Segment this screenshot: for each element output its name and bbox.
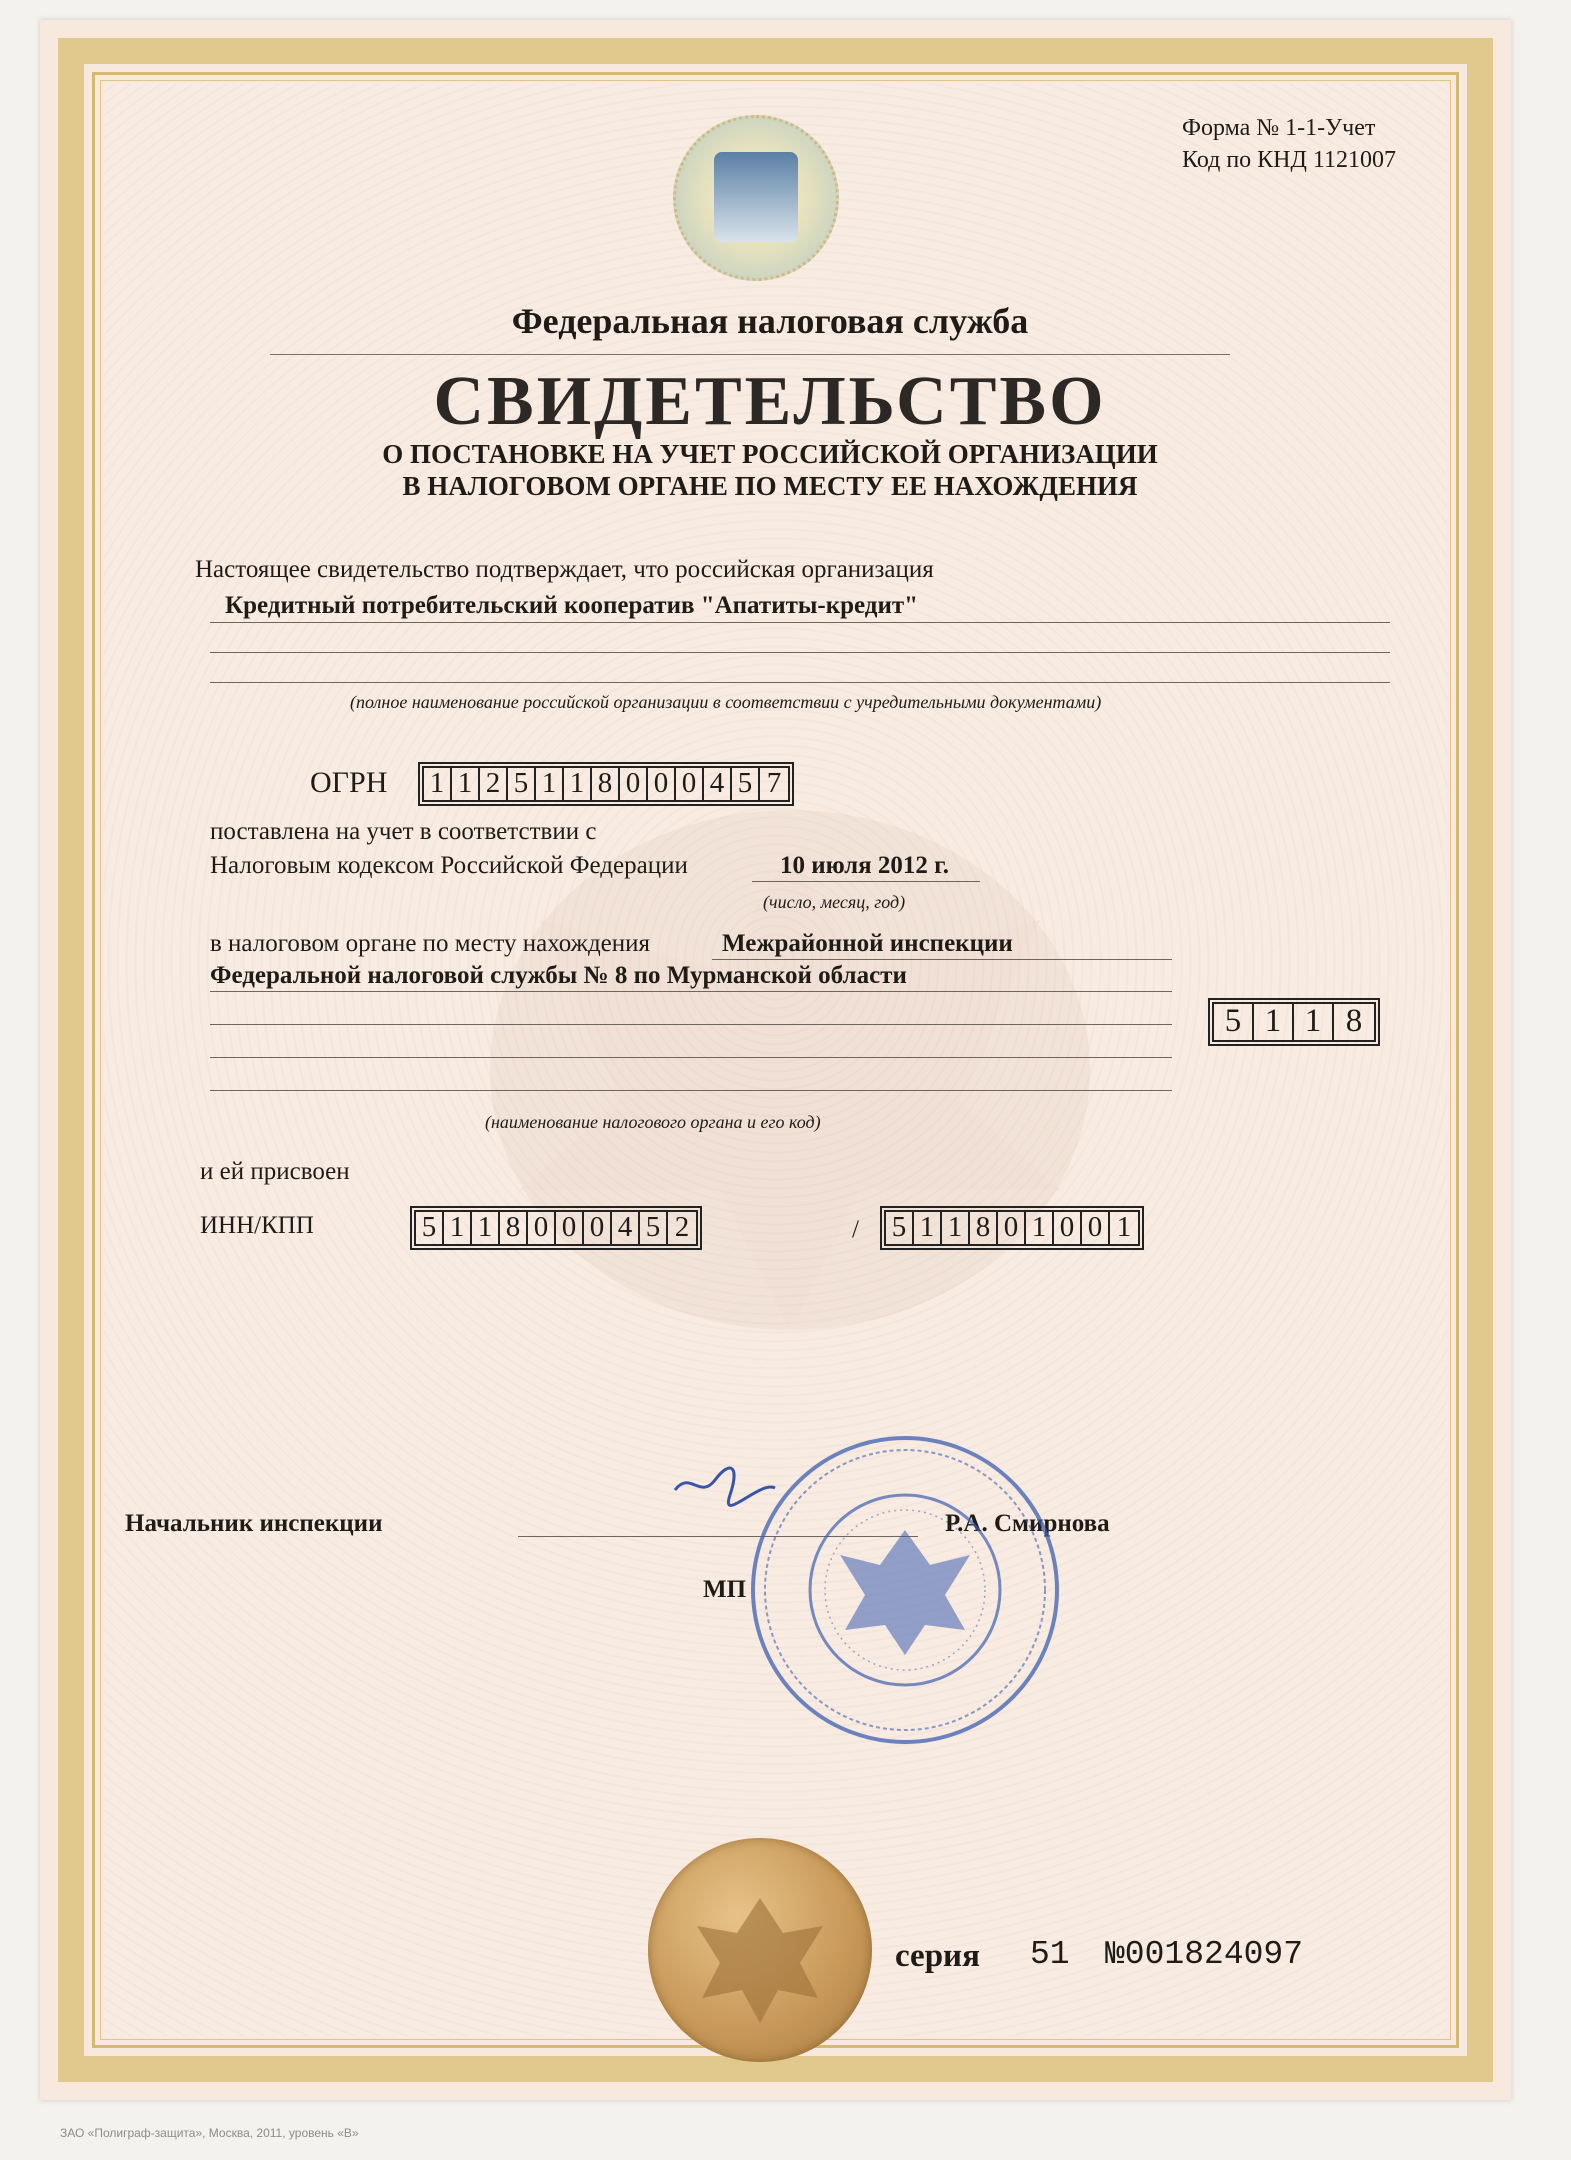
digit-box: 1 <box>564 768 592 800</box>
coat-of-arms-icon <box>714 152 798 242</box>
digit-box: 5 <box>1214 1004 1254 1040</box>
gold-seal-icon <box>648 1838 872 2062</box>
digit-box: 5 <box>416 1212 444 1244</box>
digit-box: 8 <box>1345 1003 1363 1039</box>
stamp-place-label: МП <box>703 1576 747 1603</box>
issuer-name: Федеральная налоговая служба <box>511 301 1029 341</box>
fill-line <box>210 682 1390 683</box>
registered-text-1: поставлена на учет в соответствии с <box>210 818 597 845</box>
assigned-text: и ей присвоен <box>200 1158 350 1185</box>
series-number: 51 <box>1030 1936 1070 1973</box>
ogrn-field <box>418 762 794 806</box>
inn-kpp-label: ИНН/КПП <box>200 1212 314 1239</box>
signatory-position: Начальник инспекции <box>125 1510 383 1537</box>
digit-box: 0 <box>1082 1212 1110 1244</box>
digit-box: 5 <box>508 768 536 800</box>
fill-line <box>210 652 1390 653</box>
digit-box: 4 <box>704 768 732 800</box>
authority-code-field <box>1208 998 1380 1046</box>
kpp-digit-boxes <box>884 1210 1140 1246</box>
intro-text: Настоящее свидетельство подтверждает, что российская организация <box>195 556 934 583</box>
document-title: СВИДЕТЕЛЬСТВО <box>433 363 1107 440</box>
digit-box: 0 <box>648 768 676 800</box>
authority-note: (наименование налогового органа и его код) <box>485 1112 821 1132</box>
digit-box: 1 <box>536 768 564 800</box>
digit-box: 7 <box>766 767 782 799</box>
digit-box: 0 <box>676 768 704 800</box>
organization-note: (полное наименование российской организации в соответствии с учредительными документами) <box>350 692 1102 712</box>
authority-label: в налоговом органе по месту нахождения <box>210 930 651 957</box>
date-note: (число, месяц, год) <box>763 892 906 912</box>
ogrn-digit-boxes <box>422 766 790 802</box>
digit-box: 4 <box>612 1212 640 1244</box>
subtitle-line-1: О ПОСТАНОВКЕ НА УЧЕТ РОССИЙСКОЙ ОРГАНИЗАЦИИ <box>382 439 1158 469</box>
authority-line-1: Межрайонной инспекции <box>722 930 1013 957</box>
digit-box: 0 <box>998 1212 1026 1244</box>
digit-box: 8 <box>592 768 620 800</box>
digit-box: 1 <box>452 768 480 800</box>
organization-name: Кредитный потребительский кооператив "Апатиты-кредит" <box>225 592 919 619</box>
fill-line <box>210 622 1390 623</box>
digit-box: 8 <box>500 1212 528 1244</box>
fill-line <box>210 991 1172 992</box>
digit-box: 5 <box>886 1212 914 1244</box>
hologram-emblem-icon <box>673 115 839 281</box>
registered-text-2: Налоговым кодексом Российской Федерации <box>210 852 688 879</box>
digit-box: 1 <box>914 1212 942 1244</box>
digit-box: 5 <box>640 1212 668 1244</box>
digit-box: 0 <box>584 1212 612 1244</box>
digit-box: 5 <box>732 768 760 800</box>
digit-box: 1 <box>424 768 452 800</box>
fill-line <box>210 1024 1172 1025</box>
fill-line <box>210 1057 1172 1058</box>
eagle-emblem-icon <box>648 1838 872 2062</box>
subtitle-line-2: В НАЛОГОВОМ ОРГАНЕ ПО МЕСТУ ЕЕ НАХОЖДЕНИЯ <box>402 471 1138 501</box>
digit-box: 0 <box>1054 1212 1082 1244</box>
signatory-name: Р.А. Смирнова <box>945 1510 1110 1537</box>
authority-code-boxes <box>1212 1002 1376 1042</box>
inn-kpp-separator: / <box>852 1216 859 1243</box>
form-number-block <box>1182 112 1396 176</box>
printer-imprint: ЗАО «Полиграф-защита», Москва, 2011, уровень «В» <box>60 2126 359 2140</box>
registration-date: 10 июля 2012 г. <box>780 852 949 879</box>
digit-box: 1 <box>1294 1004 1334 1040</box>
fill-line <box>752 881 980 882</box>
kpp-field <box>880 1206 1144 1250</box>
serial-number: №001824097 <box>1105 1936 1304 1973</box>
series-label: серия <box>895 1938 980 1974</box>
digit-box: 1 <box>1116 1211 1132 1243</box>
digit-box: 2 <box>480 768 508 800</box>
digit-box: 1 <box>472 1212 500 1244</box>
inn-digit-boxes <box>414 1210 698 1246</box>
digit-box: 8 <box>970 1212 998 1244</box>
digit-box: 1 <box>1026 1212 1054 1244</box>
knd-code: Код по КНД 1121007 <box>1182 147 1396 173</box>
digit-box: 1 <box>942 1212 970 1244</box>
ogrn-label: ОГРН <box>310 766 388 799</box>
inn-field <box>410 1206 702 1250</box>
digit-box: 2 <box>674 1211 690 1243</box>
digit-box: 0 <box>556 1212 584 1244</box>
fill-line <box>210 1090 1172 1091</box>
digit-box: 0 <box>528 1212 556 1244</box>
divider <box>270 354 1230 355</box>
form-number: Форма № 1-1-Учет <box>1182 115 1376 141</box>
digit-box: 1 <box>444 1212 472 1244</box>
authority-line-2: Федеральной налоговой службы № 8 по Мурманской области <box>210 962 907 989</box>
document-subtitle <box>270 438 1270 502</box>
official-stamp-icon <box>745 1430 1065 1750</box>
digit-box: 1 <box>1254 1004 1294 1040</box>
digit-box: 0 <box>620 768 648 800</box>
fill-line <box>712 959 1172 960</box>
